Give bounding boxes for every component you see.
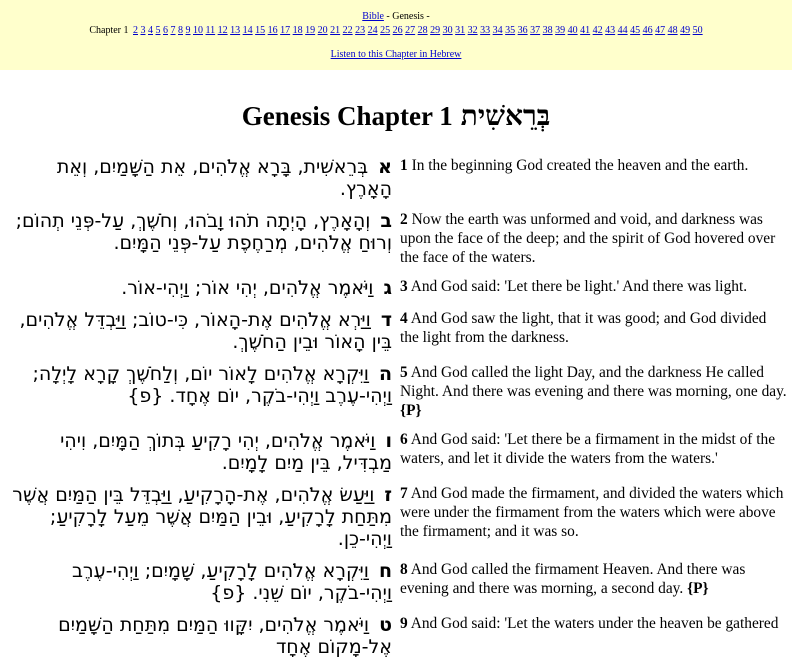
chapter-link[interactable]: 42 <box>592 25 603 36</box>
verse-number: 4 <box>400 310 408 327</box>
hebrew-verse-number: ג <box>383 277 392 299</box>
page-title <box>0 99 792 134</box>
current-chapter: Chapter 1 <box>89 25 129 36</box>
bible-link[interactable]: Bible <box>362 11 384 22</box>
breadcrumb <box>0 10 792 24</box>
verse-number: 6 <box>400 431 408 448</box>
title-hebrew: בְּרֵאשִׁית <box>460 101 551 132</box>
english-verse-text: And God made the firmament, and divided the waters which were under the firmament from the waters which were above the firmament; and it was so. <box>400 485 784 540</box>
chapter-link[interactable]: 33 <box>480 25 491 36</box>
verse-number: 3 <box>400 278 408 295</box>
chapter-link[interactable]: 25 <box>380 25 391 36</box>
chapter-list <box>0 24 792 38</box>
paragraph-marker: {P} <box>687 580 709 597</box>
english-verse-text: And God called the light Day, and the darkness He called Night. And there was evening and there was morning, one day. <box>400 364 787 400</box>
verse-row <box>0 277 792 299</box>
hebrew-verse <box>0 210 396 254</box>
hebrew-verse-text: וַיֹּאמֶר אֱלֹהִים, יְהִי רָקִיעַ בְּתוֹךְ הַמָּיִם, וִיהִי מַבְדִּיל, בֵּין מַיִם לָמָיִם. <box>60 430 392 474</box>
chapter-link[interactable]: 6 <box>163 25 168 36</box>
hebrew-verse <box>0 484 396 550</box>
verse-row <box>0 156 792 200</box>
chapter-link[interactable]: 23 <box>355 25 366 36</box>
hebrew-verse-number: ו <box>385 430 392 452</box>
verse-row <box>0 309 792 353</box>
chapter-navigation <box>0 0 792 70</box>
chapter-link[interactable]: 13 <box>230 25 241 36</box>
hebrew-verse-text: בְּרֵאשִׁית, בָּרָא אֱלֹהִים, אֵת הַשָּׁמַיִם, וְאֵת הָאָרֶץ. <box>56 156 392 200</box>
hebrew-verse-text: וְהָאָרֶץ, הָיְתָה תֹהוּ וָבֹהוּ, וְחֹשֶׁךְ, עַל-פְּנֵי תְהוֹם; וְרוּחַ אֱלֹהִים, מְרַחֶפֶת עַל-פְּנֵי הַמָּיִם. <box>15 210 392 254</box>
hebrew-verse-text: וַיֹּאמֶר אֱלֹהִים, יִקָּווּ הַמַּיִם מִתַּחַת הַשָּׁמַיִם אֶל-מָקוֹם אֶחָד <box>58 614 392 658</box>
verse-number: 7 <box>400 485 408 502</box>
verse-number: 9 <box>400 615 408 632</box>
chapter-link[interactable]: 38 <box>542 25 553 36</box>
verse-table <box>0 156 792 668</box>
chapter-link[interactable]: 30 <box>442 25 453 36</box>
chapter-link[interactable]: 48 <box>667 25 678 36</box>
paragraph-marker: {P} <box>400 402 422 419</box>
english-verse <box>396 210 788 267</box>
chapter-link[interactable]: 22 <box>342 25 353 36</box>
chapter-link[interactable]: 50 <box>692 25 703 36</box>
chapter-link[interactable]: 5 <box>155 25 161 36</box>
hebrew-verse-text: וַיַּעַשׂ אֱלֹהִים, אֶת-הָרָקִיעַ, וַיַּבְדֵּל בֵּין הַמַּיִם אֲשֶׁר מִתַּחַת לָרָקִיעַ, וּבֵין הַמַּיִם אֲשֶׁר מֵעַל לָרָקִיעַ; וַיְהִי-כֵן. <box>12 484 392 550</box>
chapter-link[interactable]: 28 <box>417 25 428 36</box>
book-name: - Genesis - <box>383 11 430 22</box>
chapter-link[interactable]: 37 <box>530 25 541 36</box>
chapter-link[interactable]: 19 <box>305 25 316 36</box>
chapter-link[interactable]: 41 <box>580 25 591 36</box>
chapter-link[interactable]: 26 <box>392 25 403 36</box>
english-verse-text: And God said: 'Let the waters under the heaven be gathered <box>410 615 779 632</box>
english-verse <box>396 430 788 468</box>
chapter-link[interactable]: 8 <box>178 25 183 36</box>
english-verse <box>396 309 788 347</box>
hebrew-verse <box>0 309 396 353</box>
hebrew-verse <box>0 363 396 407</box>
title-english: Genesis Chapter 1 <box>241 101 453 131</box>
hebrew-verse-number: ח <box>378 560 392 582</box>
chapter-link[interactable]: 32 <box>467 25 478 36</box>
english-verse <box>396 484 788 541</box>
chapter-link[interactable]: 43 <box>605 25 616 36</box>
chapter-link[interactable]: 29 <box>430 25 441 36</box>
hebrew-verse-number: ט <box>379 614 392 636</box>
hebrew-verse <box>0 156 396 200</box>
hebrew-verse <box>0 560 396 604</box>
chapter-link[interactable]: 47 <box>655 25 666 36</box>
chapter-link[interactable]: 46 <box>642 25 653 36</box>
verse-row <box>0 430 792 474</box>
chapter-link[interactable]: 11 <box>205 25 216 36</box>
hebrew-verse-text: וַיַּרְא אֱלֹהִים אֶת-הָאוֹר, כִּי-טוֹב; וַיַּבְדֵּל אֱלֹהִים, בֵּין הָאוֹר וּבֵין הַחֹשֶׁךְ. <box>19 309 392 353</box>
hebrew-verse-text: וַיֹּאמֶר אֱלֹהִים, יְהִי אוֹר; וַיְהִי-אוֹר. <box>121 277 374 299</box>
verse-row <box>0 484 792 550</box>
chapter-link[interactable]: 14 <box>242 25 253 36</box>
english-verse-text: And God called the firmament Heaven. And there was evening and there was morning, a second day. <box>400 561 746 597</box>
chapter-link[interactable]: 24 <box>367 25 378 36</box>
chapter-link[interactable]: 2 <box>133 25 138 36</box>
english-verse-text: In the beginning God created the heaven and the earth. <box>411 157 749 174</box>
chapter-link[interactable]: 16 <box>267 25 278 36</box>
hebrew-verse <box>0 430 396 474</box>
hebrew-verse-text: וַיִּקְרָא אֱלֹהִים לָאוֹר יוֹם, וְלַחֹשֶׁךְ קָרָא לָיְלָה; וַיְהִי-עֶרֶב וַיְהִי-בֹקֶר, יוֹם אֶחָד. {פ} <box>32 363 392 407</box>
chapter-link[interactable]: 12 <box>217 25 228 36</box>
hebrew-verse-number: ז <box>384 484 392 506</box>
chapter-link[interactable]: 49 <box>680 25 691 36</box>
verse-number: 1 <box>400 157 408 174</box>
verse-row <box>0 560 792 604</box>
english-verse <box>396 277 788 296</box>
chapter-link[interactable]: 45 <box>630 25 641 36</box>
chapter-link[interactable]: 39 <box>555 25 566 36</box>
hebrew-verse-number: ב <box>380 210 392 232</box>
verse-row <box>0 210 792 267</box>
english-verse <box>396 156 788 175</box>
chapter-link[interactable]: 17 <box>280 25 291 36</box>
chapter-link[interactable]: 10 <box>193 25 203 36</box>
verse-row <box>0 614 792 658</box>
hebrew-verse <box>0 614 396 658</box>
hebrew-verse-number: א <box>378 156 392 178</box>
chapter-link[interactable]: 9 <box>185 25 191 36</box>
hebrew-verse-text: וַיִּקְרָא אֱלֹהִים לָרָקִיעַ, שָׁמָיִם; וַיְהִי-עֶרֶב וַיְהִי-בֹקֶר, יוֹם שֵׁנִי. {פ} <box>71 560 392 604</box>
english-verse-text: And God said: 'Let there be light.' And there was light. <box>410 278 748 295</box>
verse-row <box>0 363 792 420</box>
hebrew-verse-number: ה <box>378 363 392 385</box>
english-verse <box>396 560 788 598</box>
chapter-link[interactable]: 27 <box>405 25 416 36</box>
chapter-link[interactable]: 3 <box>140 25 146 36</box>
verse-number: 5 <box>400 364 408 381</box>
english-verse-text: Now the earth was unformed and void, and darkness was upon the face of the deep; and the spirit of God hovered over the face of the waters. <box>400 211 776 266</box>
chapter-link[interactable]: 7 <box>170 25 176 36</box>
chapter-link[interactable]: 35 <box>505 25 516 36</box>
chapter-link[interactable]: 21 <box>330 25 341 36</box>
verse-number: 8 <box>400 561 408 578</box>
chapter-link[interactable]: 44 <box>617 25 628 36</box>
listen-hebrew-link[interactable]: Listen to this Chapter in Hebrew <box>330 49 462 60</box>
chapter-link[interactable]: 20 <box>317 25 328 36</box>
english-verse-text: And God said: 'Let there be a firmament in the midst of the waters, and let it divide the waters from the waters.' <box>400 431 776 467</box>
verse-number: 2 <box>400 211 408 228</box>
chapter-link[interactable]: 4 <box>148 25 153 36</box>
hebrew-verse-number: ד <box>380 309 392 331</box>
chapter-link[interactable]: 15 <box>255 25 266 36</box>
english-verse-text: And God saw the light, that it was good; and God divided the light from the darkness. <box>400 310 767 346</box>
chapter-link[interactable]: 34 <box>492 25 503 36</box>
chapter-link[interactable]: 31 <box>455 25 466 36</box>
hebrew-verse <box>0 277 396 299</box>
chapter-link[interactable]: 18 <box>292 25 303 36</box>
english-verse <box>396 363 788 420</box>
english-verse <box>396 614 788 633</box>
chapter-link[interactable]: 36 <box>517 25 528 36</box>
chapter-link[interactable]: 40 <box>567 25 578 36</box>
